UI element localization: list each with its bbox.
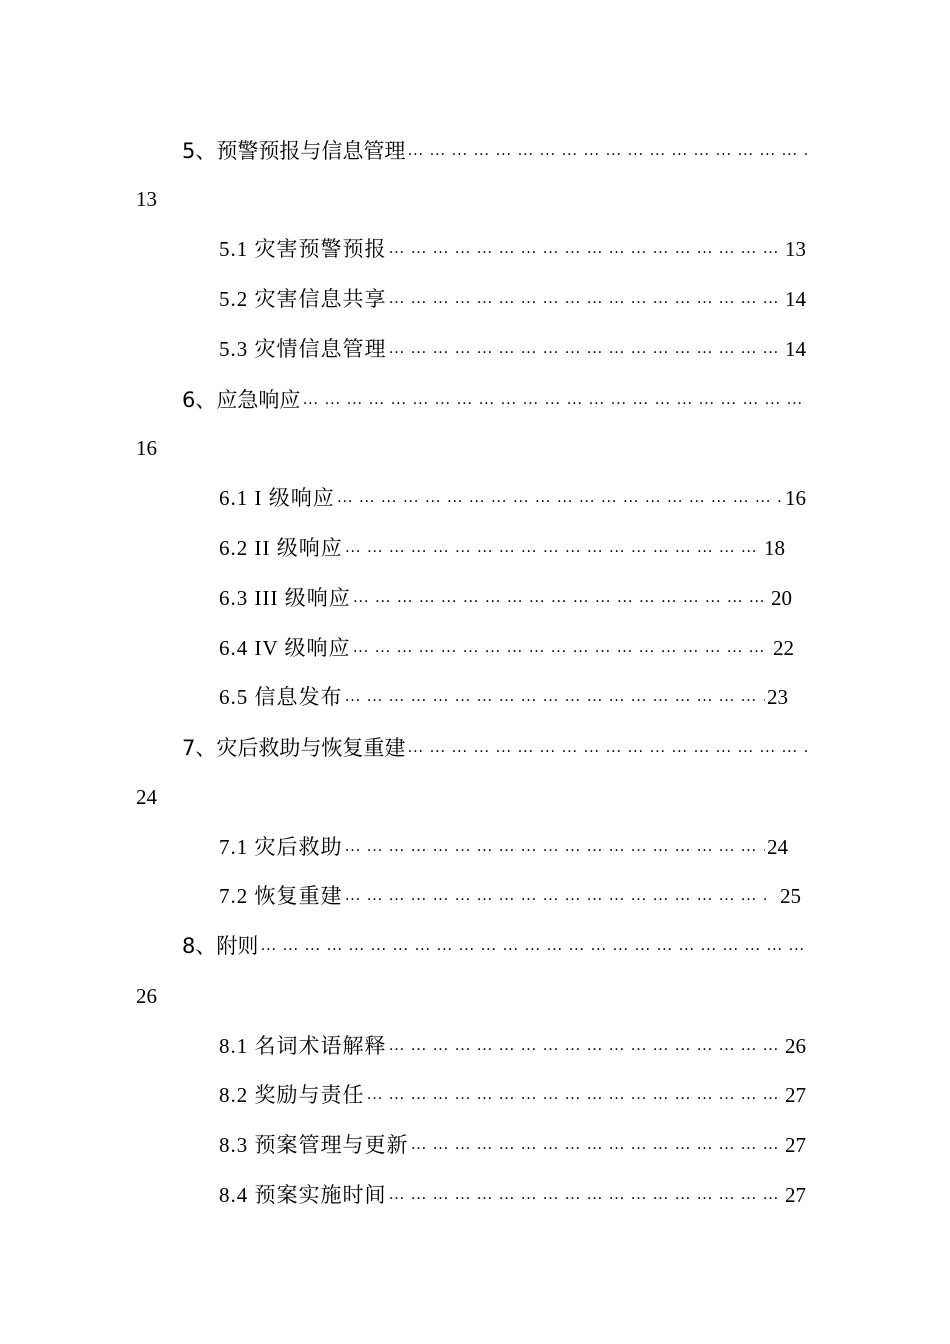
- toc-entry-label: 6.5 信息发布: [219, 685, 343, 709]
- toc-entry-5-2[interactable]: [219, 283, 806, 315]
- toc-entry-8-1[interactable]: [219, 1030, 806, 1062]
- toc-entry-page-number: 27: [785, 1183, 806, 1207]
- toc-entry-7-2[interactable]: [219, 880, 801, 912]
- toc-dot-leader: [345, 681, 766, 713]
- toc-dot-leader: [260, 930, 810, 962]
- toc-entry-label: 8.3 预案管理与更新: [219, 1133, 409, 1157]
- toc-entry-page-number: 14: [785, 287, 806, 311]
- toc-dot-leader: [407, 135, 810, 167]
- toc-entry-label: 6、应急响应: [182, 388, 301, 412]
- toc-entry-page-number: 20: [771, 586, 792, 610]
- toc-entry-section-6[interactable]: [182, 384, 812, 416]
- toc-entry-label: 5、预警预报与信息管理: [182, 139, 406, 163]
- toc-dot-leader: [337, 482, 783, 514]
- toc-entry-page-number: 26: [785, 1034, 806, 1058]
- toc-dot-leader: [411, 1129, 784, 1161]
- toc-dot-leader: [345, 532, 762, 564]
- toc-entry-label: 7.2 恢复重建: [219, 884, 343, 908]
- toc-dot-leader: [407, 732, 810, 764]
- toc-entry-label: 8.1 名词术语解释: [219, 1034, 387, 1058]
- toc-dot-leader: [389, 233, 784, 265]
- toc-entry-page-number: 24: [767, 835, 788, 859]
- toc-dot-leader: [389, 333, 784, 365]
- toc-entry-page-number: 23: [767, 685, 788, 709]
- toc-dot-leader: [367, 1079, 784, 1111]
- toc-dot-leader: [353, 582, 769, 614]
- toc-entry-6-3[interactable]: [219, 582, 792, 614]
- toc-entry-label: 5.1 灾害预警预报: [219, 237, 387, 261]
- toc-entry-section-8[interactable]: [182, 930, 812, 962]
- toc-entry-label: 8.2 奖励与责任: [219, 1083, 365, 1107]
- toc-dot-leader: [345, 880, 767, 912]
- toc-entry-page-number: 16: [136, 436, 157, 460]
- toc-dot-leader: [345, 831, 766, 863]
- toc-entry-5-3[interactable]: [219, 333, 806, 365]
- toc-dot-leader: [302, 384, 810, 416]
- toc-entry-section-7[interactable]: [182, 732, 812, 764]
- toc-entry-label: 6.2 II 级响应: [219, 536, 343, 560]
- toc-dot-leader: [389, 283, 784, 315]
- toc-entry-6-1[interactable]: [219, 482, 806, 514]
- toc-dot-leader: [389, 1030, 784, 1062]
- toc-entry-page-number: 27: [785, 1133, 806, 1157]
- toc-entry-label: 6.3 III 级响应: [219, 586, 351, 610]
- toc-entry-page-number: 26: [136, 984, 157, 1008]
- toc-entry-8-3[interactable]: [219, 1129, 806, 1161]
- toc-entry-page-number: 18: [764, 536, 785, 560]
- toc-entry-label: 8、附则: [182, 934, 259, 958]
- toc-entry-6-2[interactable]: [219, 532, 785, 564]
- toc-entry-label: 5.3 灾情信息管理: [219, 337, 387, 361]
- toc-entry-label: 6.4 IV 级响应: [219, 636, 351, 660]
- toc-dot-leader: [389, 1179, 784, 1211]
- toc-entry-page-number: 22: [773, 636, 794, 660]
- toc-entry-section-5[interactable]: [182, 135, 812, 167]
- toc-entry-7-1[interactable]: [219, 831, 788, 863]
- toc-entry-page-number: 14: [785, 337, 806, 361]
- toc-entry-page-number: 25: [780, 884, 801, 908]
- toc-dot-leader: [353, 632, 771, 664]
- toc-entry-5-1[interactable]: [219, 233, 806, 265]
- toc-entry-label: 7、灾后救助与恢复重建: [182, 736, 406, 760]
- toc-entry-page-number: 13: [785, 237, 806, 261]
- toc-entry-page-number: 13: [136, 187, 157, 211]
- toc-entry-6-5[interactable]: [219, 681, 788, 713]
- toc-entry-label: 7.1 灾后救助: [219, 835, 343, 859]
- toc-entry-page-number: 27: [785, 1083, 806, 1107]
- toc-entry-8-2[interactable]: [219, 1079, 806, 1111]
- toc-entry-6-4[interactable]: [219, 632, 794, 664]
- toc-entry-8-4[interactable]: [219, 1179, 806, 1211]
- toc-entry-label: 5.2 灾害信息共享: [219, 287, 387, 311]
- toc-entry-page-number: 24: [136, 785, 157, 809]
- toc-entry-page-number: 16: [785, 486, 806, 510]
- toc-entry-label: 6.1 I 级响应: [219, 486, 335, 510]
- toc-entry-label: 8.4 预案实施时间: [219, 1183, 387, 1207]
